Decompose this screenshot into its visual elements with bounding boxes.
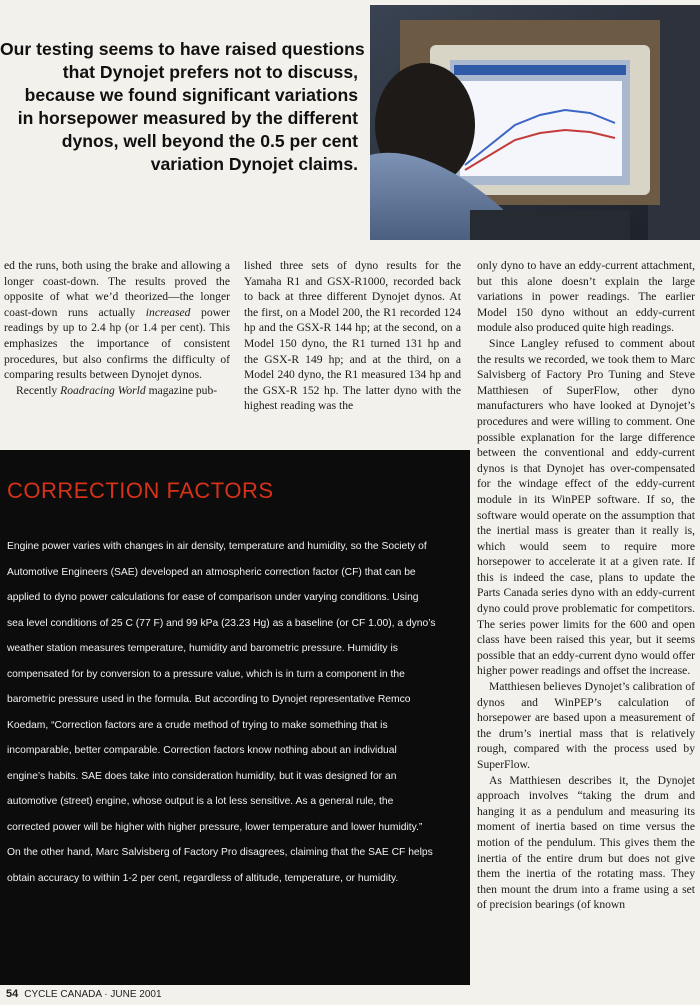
article-column-2	[244, 258, 461, 414]
pull-quote-line: Our testing seems to have raised questions	[0, 39, 365, 59]
pull-quote-line: in horsepower measured by the different	[17, 108, 358, 128]
paragraph: ed the runs, both using the brake and allowing a longer coast-down. The results proved the opposite of what we’d theorized—the longer coast-down runs actually increased power readings by up to 2.4 hp (or 1.4 per cent). This emphasizes the importance of consistent procedures, but also confirms the difficulty of comparing results between Dynojet dynos.	[4, 259, 230, 382]
publication-line: CYCLE CANADA · JUNE 2001	[24, 989, 162, 1000]
paragraph: only dyno to have an eddy-current attachment, but this alone doesn’t explain the large variations in power readings. The earlier Model 150 dyno without an eddy-current module also produced quite high readings.	[477, 259, 695, 335]
pull-quote	[0, 38, 365, 176]
dyno-operator-photo	[370, 5, 700, 240]
sidebar-title: CORRECTION FACTORS	[7, 478, 274, 503]
sidebar-body: Engine power varies with changes in air density, temperature and humidity, so the Society of Automotive Engineers (SAE) developed an atmospheric correction factor (CF) that can be applied to dyno power calculations for ease of comparison under varying conditions. Using sea level conditions of 25 C (77 F) and 99 kPa (23.23 Hg) as a baseline (or CF 1.00), a dyno’s weather station measures temperature, humidity and barometric pressure. Humidity is compensated for by conversion to a pressure value, which is in turn a component in the barometric pressure used in the formula. But according to Dynojet representative Remco Koedam, “Correction factors are a crude method of trying to make something that is incomparable, better comparable. Correction factors know nothing about an individual engine’s habits. SAE does take into consideration humidity, but it was designed for an automotive (street) engine, whose output is a lot less sensitive. As a general rule, the corrected power will be higher with higher pressure, lower temperature and lower humidity.” On the other hand, Marc Salvisberg of Factory Pro disagrees, claiming that the SAE CF helps obtain accuracy to within 1-2 per cent, regardless of altitude, temperature, or humidity.	[7, 541, 436, 884]
article-column-3	[477, 258, 695, 913]
page-footer	[6, 988, 162, 1000]
pull-quote-line: variation Dynojet claims.	[150, 154, 358, 174]
pull-quote-line: that Dynojet prefers not to discuss,	[62, 62, 358, 82]
paragraph: As Matthiesen describes it, the Dynojet approach involves “taking the drum and hanging it as a pendulum and measuring its moment of inertia based on time versus the motion of the pendulum. This gives them the inertia of the entire drum but does not give them the inertia of the rotating mass. They then mount the drum into a frame using a set of precision bearings (of known	[477, 773, 695, 912]
paragraph: Since Langley refused to comment about the results we recorded, we took them to Marc Salvisberg of Factory Pro Tuning and Steve Matthiesen of SuperFlow, other dyno manufacturers who have looked at Dynojet’s procedures and were willing to comment. One possible explanation for the large difference between the conventional and eddy-current dynos is that Dynojet has over-compensated for the windage effect of the eddy-current module in its WinPEP software. If so, the software would operate on the assumption that the inertial mass is greater than it really is, which would seem to require more horsepower to accelerate it at a given rate. If this is indeed the case, plans to update the Parts Canada series dyno with an eddy-current dyno could prove problematic for competitors. The series power limits for the 600 and open class have been raised this year, but it seems possible that an eddy-current dyno would offer higher power readings and offset the increase.	[477, 336, 695, 678]
correction-factors-sidebar	[0, 450, 470, 985]
pull-quote-line: dynos, well beyond the 0.5 per cent	[61, 131, 358, 151]
page-number: 54	[6, 988, 19, 1000]
paragraph: lished three sets of dyno results for the Yamaha R1 and GSX-R1000, recorded back to back at three different Dynojet dynos. At the first, on a Model 200, the R1 recorded 124 hp and the GSX-R 144 hp; at the second, on a Model 150 dyno, the R1 turned 131 hp and the GSX-R 149 hp; and at the third, on a Model 240 dyno, the R1 measured 134 hp and the GSX-R 152 hp. The latter dyno with the highest reading was the	[244, 259, 461, 413]
article-column-1	[4, 258, 230, 398]
paragraph: Recently Roadracing World magazine pub-	[16, 383, 218, 397]
paragraph: Matthiesen believes Dynojet’s calibration of dynos and WinPEP’s calculation of horsepower are based upon a measurement of the drum’s inertial mass that is relatively rough, compared with the process used by SuperFlow.	[477, 680, 695, 771]
pull-quote-line: because we found significant variations	[24, 85, 358, 105]
photo-illustration	[370, 5, 700, 240]
